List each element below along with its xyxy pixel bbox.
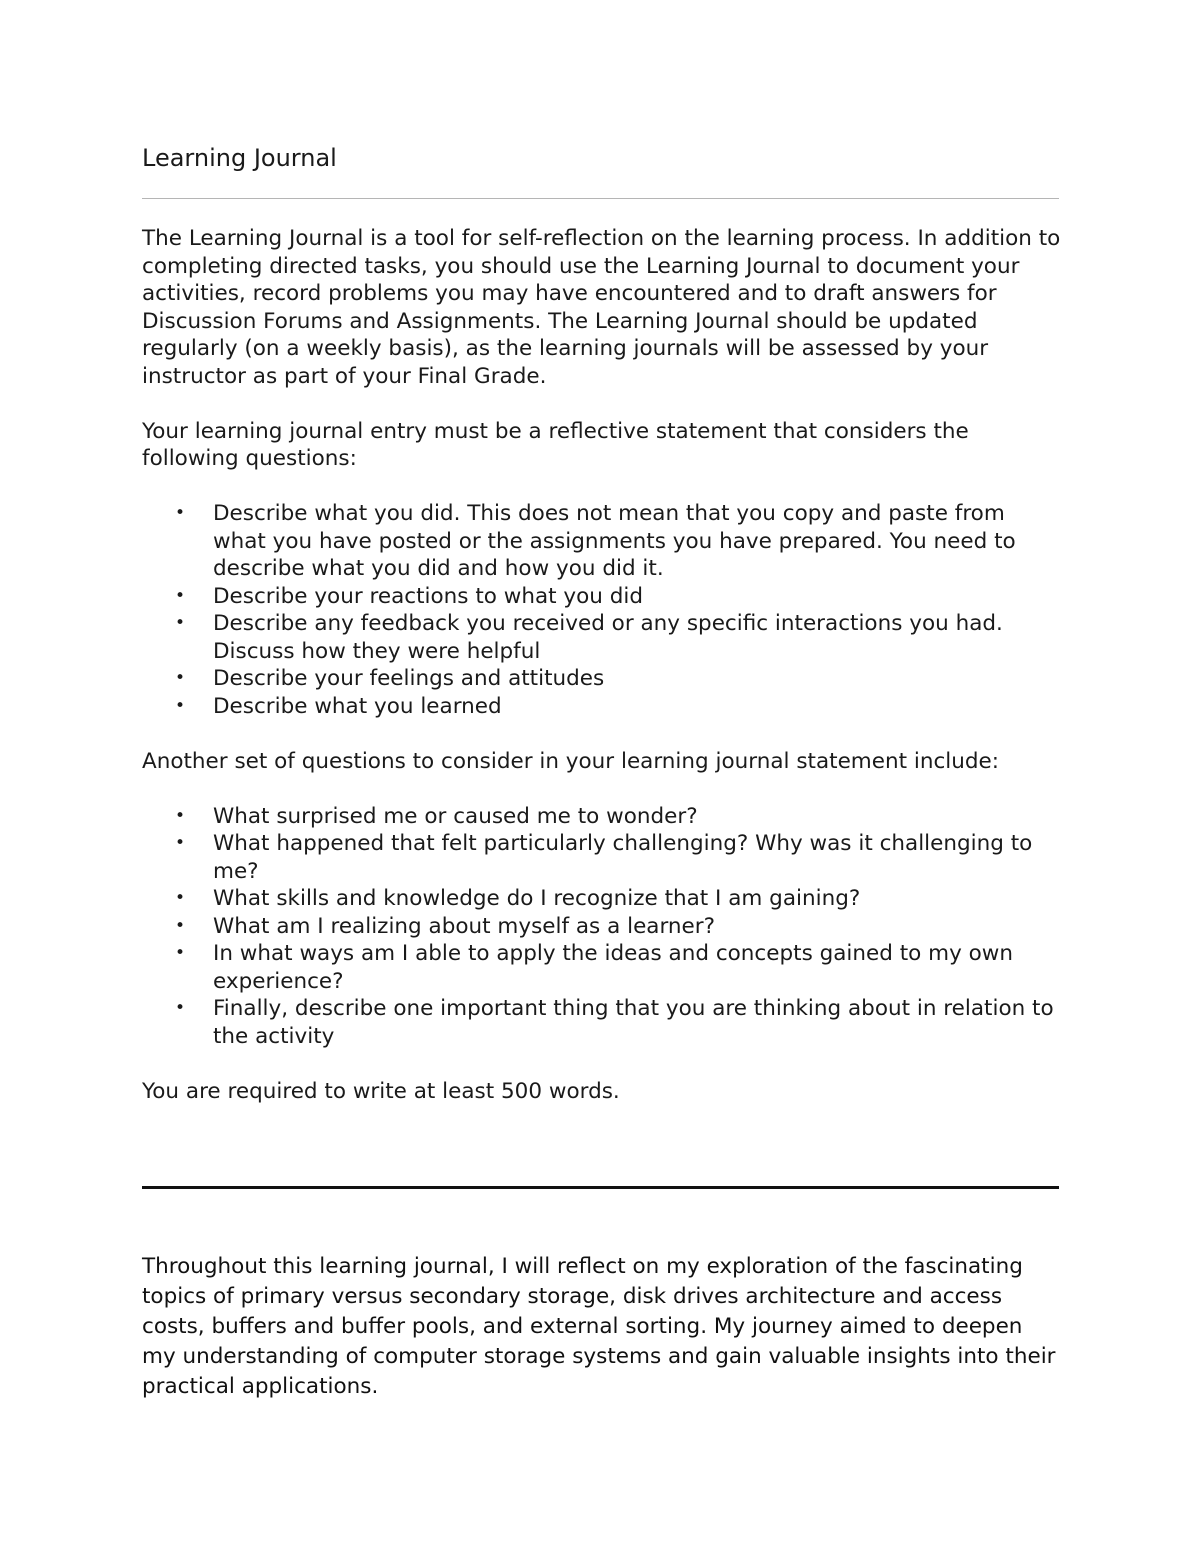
questions-list	[142, 500, 1062, 720]
bullet-icon: •	[175, 668, 186, 688]
list-item	[175, 665, 1062, 693]
bullet-icon: •	[175, 943, 186, 963]
bullet-icon: •	[175, 585, 186, 606]
more-questions-intro: Another set of questions to consider in your learning journal statement include:	[142, 748, 1000, 774]
intro-paragraph: The Learning Journal is a tool for self-reflection on the learning process. In addition to completing directed tasks, you should use the Learning Journal to document your activities, record problems you may have encountered and to draft answers for Discussion Forums and Assignments. The Learning Journal should be updated regularly (on a weekly basis), as the learning journals will be assessed by your instructor as part of your Final Grade.	[142, 226, 1061, 389]
bullet-icon: •	[175, 503, 186, 523]
bullet-icon: •	[175, 613, 186, 633]
document-title: Learning Journal	[142, 144, 337, 172]
list-item	[175, 610, 1062, 665]
list-item-text: What am I realizing about myself as a learner?	[213, 913, 716, 939]
list-item-text: Finally, describe one important thing that you are thinking about in relation to the activity	[213, 996, 1054, 1049]
list-item-text: Describe your reactions to what you did	[213, 583, 643, 609]
bullet-icon: •	[175, 998, 186, 1018]
reflection-paragraph: Throughout this learning journal, I will reflect on my exploration of the fascinating topics of primary versus secondary storage, disk drives architecture and access costs, buffers and buffer pools, and external sorting. My journey aimed to deepen my understanding of computer storage systems and gain valuable insights into their practical applications.	[142, 1254, 1056, 1399]
list-item	[175, 500, 1062, 583]
list-item-text: Describe what you did. This does not mean that you copy and paste from what you have posted or the assignments you have prepared. You need to describe what you did and how you did it.	[213, 501, 1016, 581]
list-item-text: What happened that felt particularly challenging? Why was it challenging to me?	[213, 831, 1033, 884]
list-item-text: Describe what you learned	[213, 693, 502, 719]
list-item-text: In what ways am I able to apply the ideas and concepts gained to my own experience?	[213, 941, 1014, 994]
list-item	[175, 693, 1062, 721]
bullet-icon: •	[175, 695, 186, 716]
list-item-text: What skills and knowledge do I recognize that I am gaining?	[213, 886, 861, 911]
list-item	[175, 940, 1062, 995]
list-item	[175, 913, 1062, 941]
list-item	[175, 803, 1062, 831]
list-item	[175, 885, 1062, 913]
title-divider	[142, 198, 1059, 199]
list-item	[175, 995, 1062, 1050]
list-item-text: Describe any feedback you received or any specific interactions you had. Discuss how they were helpful	[213, 611, 1003, 664]
instructions-section	[142, 225, 1062, 1133]
bullet-icon: •	[175, 915, 186, 936]
section-divider	[142, 1186, 1059, 1189]
list-item-text: What surprised me or caused me to wonder?	[213, 803, 698, 829]
list-item-text: Describe your feelings and attitudes	[213, 666, 605, 691]
list-item	[175, 830, 1062, 885]
word-requirement: You are required to write at least 500 words.	[142, 1078, 620, 1104]
list-item	[175, 583, 1062, 611]
bullet-icon: •	[175, 833, 186, 853]
questions-intro: Your learning journal entry must be a reflective statement that considers the following questions:	[142, 418, 969, 471]
more-questions-list	[142, 803, 1062, 1051]
bullet-icon: •	[175, 888, 186, 908]
bullet-icon: •	[175, 805, 186, 826]
